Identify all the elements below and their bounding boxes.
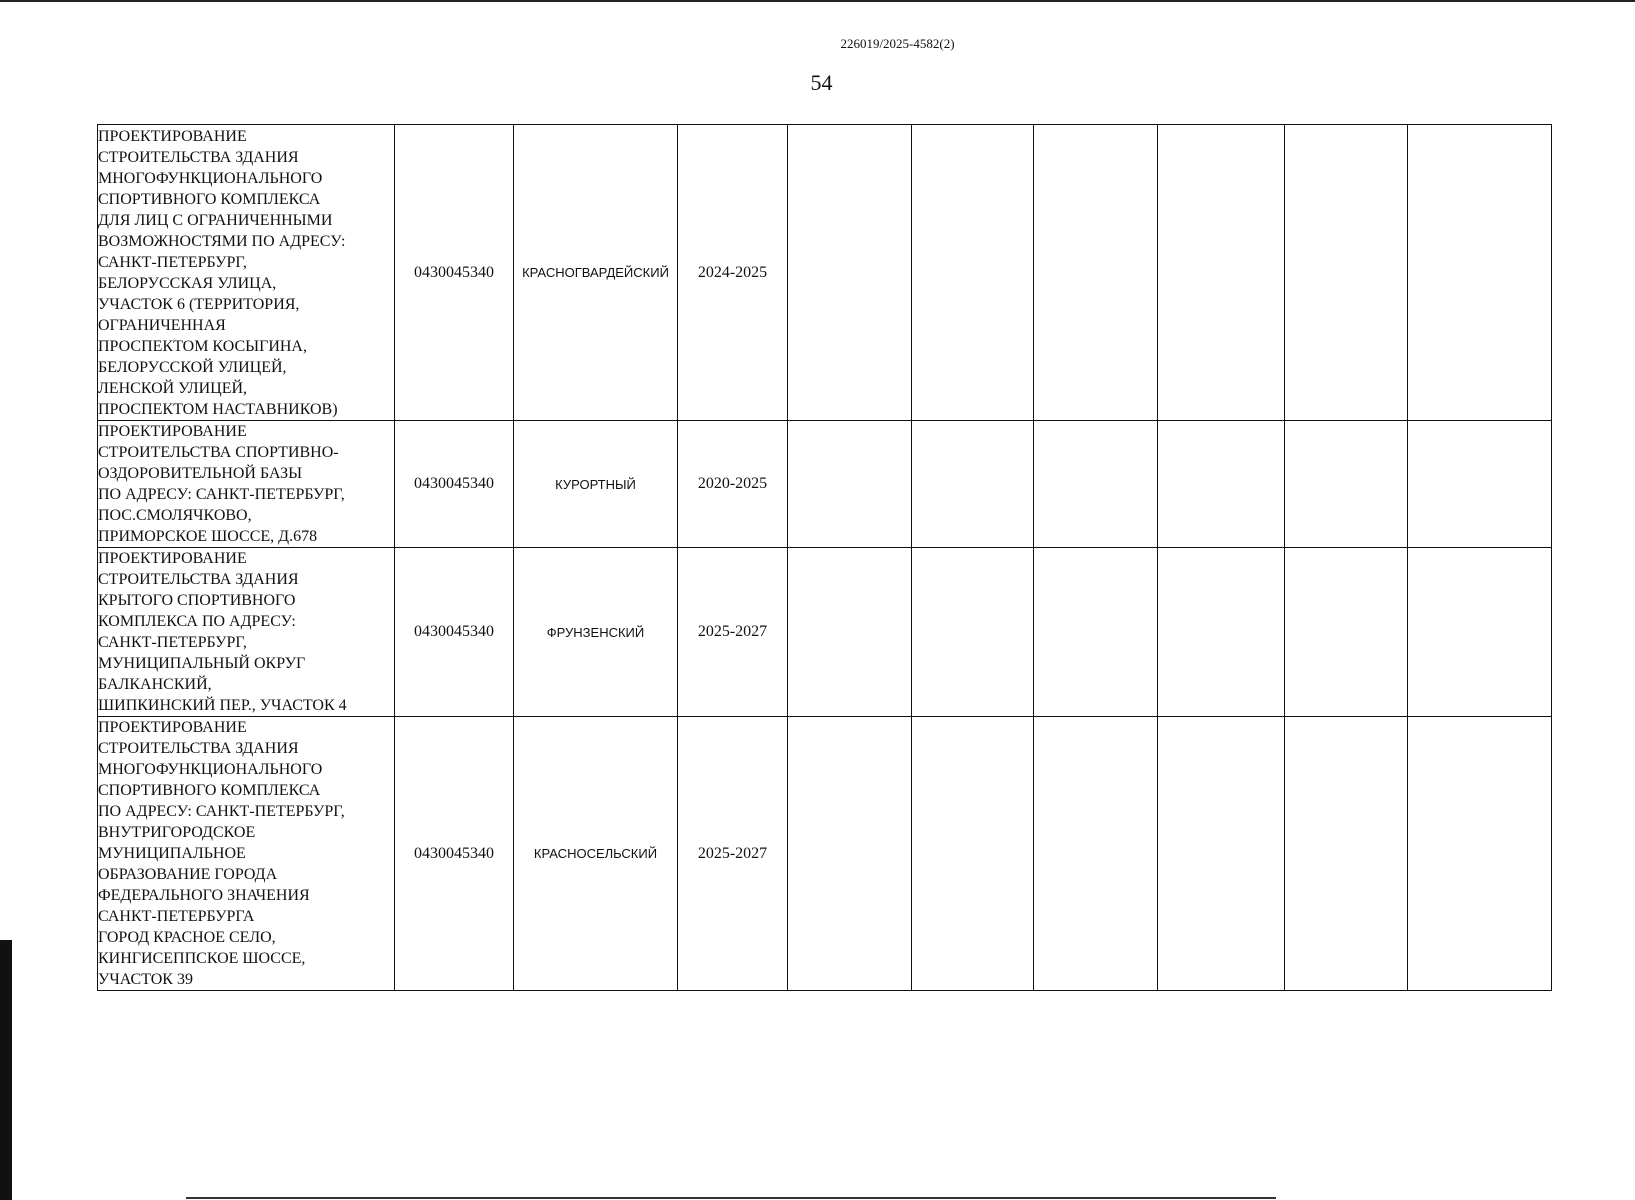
table-row	[98, 125, 1552, 421]
code-cell: 0430045340	[395, 125, 514, 421]
empty-cell	[912, 125, 1034, 421]
project-name: ПРОЕКТИРОВАНИЕ СТРОИТЕЛЬСТВА ЗДАНИЯ МНОГОФУНКЦИОНАЛЬНОГО СПОРТИВНОГО КОМПЛЕКСА ПО АДРЕСУ: САНКТ-ПЕТЕРБУРГ, ВНУТРИГОРОДСКОЕ МУНИЦИПАЛЬНОЕ ОБРАЗОВАНИЕ ГОРОДА ФЕДЕРАЛЬНОГО ЗНАЧЕНИЯ САНКТ-ПЕТЕРБУРГА ГОРОД КРАСНОЕ СЕЛО, КИНГИСЕППСКОЕ ШОССЕ, УЧАСТОК 39	[98, 719, 345, 988]
code-cell: 0430045340	[395, 421, 514, 548]
empty-cell	[788, 548, 912, 717]
period-cell: 2025-2027	[678, 548, 788, 717]
period-cell: 2025-2027	[678, 717, 788, 991]
empty-cell	[1408, 421, 1552, 548]
empty-cell	[1158, 548, 1285, 717]
project-name: ПРОЕКТИРОВАНИЕ СТРОИТЕЛЬСТВА ЗДАНИЯ МНОГОФУНКЦИОНАЛЬНОГО СПОРТИВНОГО КОМПЛЕКСА ДЛЯ ЛИЦ С ОГРАНИЧЕННЫМИ ВОЗМОЖНОСТЯМИ ПО АДРЕСУ: САНКТ-ПЕТЕРБУРГ, БЕЛОРУССКАЯ УЛИЦА, УЧАСТОК 6 (ТЕРРИТОРИЯ, ОГРАНИЧЕННАЯ ПРОСПЕКТОМ КОСЫГИНА, БЕЛОРУССКОЙ УЛИЦЕЙ, ЛЕНСКОЙ УЛИЦЕЙ, ПРОСПЕКТОМ НАСТАВНИКОВ)	[98, 127, 346, 418]
empty-cell	[912, 548, 1034, 717]
empty-cell	[1034, 125, 1158, 421]
empty-cell	[912, 421, 1034, 548]
empty-cell	[1034, 421, 1158, 548]
projects-table	[97, 124, 1552, 991]
empty-cell	[788, 125, 912, 421]
page-number: 54	[810, 70, 833, 95]
table-row	[98, 421, 1552, 548]
scan-top-edge	[0, 0, 1635, 2]
empty-cell	[1285, 717, 1408, 991]
table-row	[98, 548, 1552, 717]
scan-bottom-line	[186, 1197, 1276, 1199]
table-row	[98, 717, 1552, 991]
document-number: 226019/2025-4582(2)	[840, 36, 955, 51]
empty-cell	[1158, 717, 1285, 991]
project-name-cell	[98, 717, 395, 991]
empty-cell	[1158, 421, 1285, 548]
period-cell: 2020-2025	[678, 421, 788, 548]
scan-left-edge	[0, 940, 12, 1200]
empty-cell	[788, 421, 912, 548]
empty-cell	[788, 717, 912, 991]
empty-cell	[1408, 717, 1552, 991]
empty-cell	[1408, 548, 1552, 717]
empty-cell	[1285, 421, 1408, 548]
empty-cell	[1285, 548, 1408, 717]
code-cell: 0430045340	[395, 548, 514, 717]
district-cell: ФРУНЗЕНСКИЙ	[514, 548, 678, 717]
project-name-cell	[98, 548, 395, 717]
project-name: ПРОЕКТИРОВАНИЕ СТРОИТЕЛЬСТВА ЗДАНИЯ КРЫТОГО СПОРТИВНОГО КОМПЛЕКСА ПО АДРЕСУ: САНКТ-ПЕТЕРБУРГ, МУНИЦИПАЛЬНЫЙ ОКРУГ БАЛКАНСКИЙ, ШИПКИНСКИЙ ПЕР., УЧАСТОК 4	[98, 550, 347, 714]
project-name: ПРОЕКТИРОВАНИЕ СТРОИТЕЛЬСТВА СПОРТИВНО- ОЗДОРОВИТЕЛЬНОЙ БАЗЫ ПО АДРЕСУ: САНКТ-ПЕТЕРБУРГ, ПОС.СМОЛЯЧКОВО, ПРИМОРСКОЕ ШОССЕ, Д.678	[98, 423, 345, 545]
project-name-cell	[98, 421, 395, 548]
empty-cell	[1158, 125, 1285, 421]
district-cell: КУРОРТНЫЙ	[514, 421, 678, 548]
district-cell: КРАСНОСЕЛЬСКИЙ	[514, 717, 678, 991]
empty-cell	[912, 717, 1034, 991]
empty-cell	[1034, 717, 1158, 991]
empty-cell	[1408, 125, 1552, 421]
empty-cell	[1034, 548, 1158, 717]
empty-cell	[1285, 125, 1408, 421]
project-name-cell	[98, 125, 395, 421]
district-cell: КРАСНОГВАРДЕЙСКИЙ	[514, 125, 678, 421]
code-cell: 0430045340	[395, 717, 514, 991]
period-cell: 2024-2025	[678, 125, 788, 421]
